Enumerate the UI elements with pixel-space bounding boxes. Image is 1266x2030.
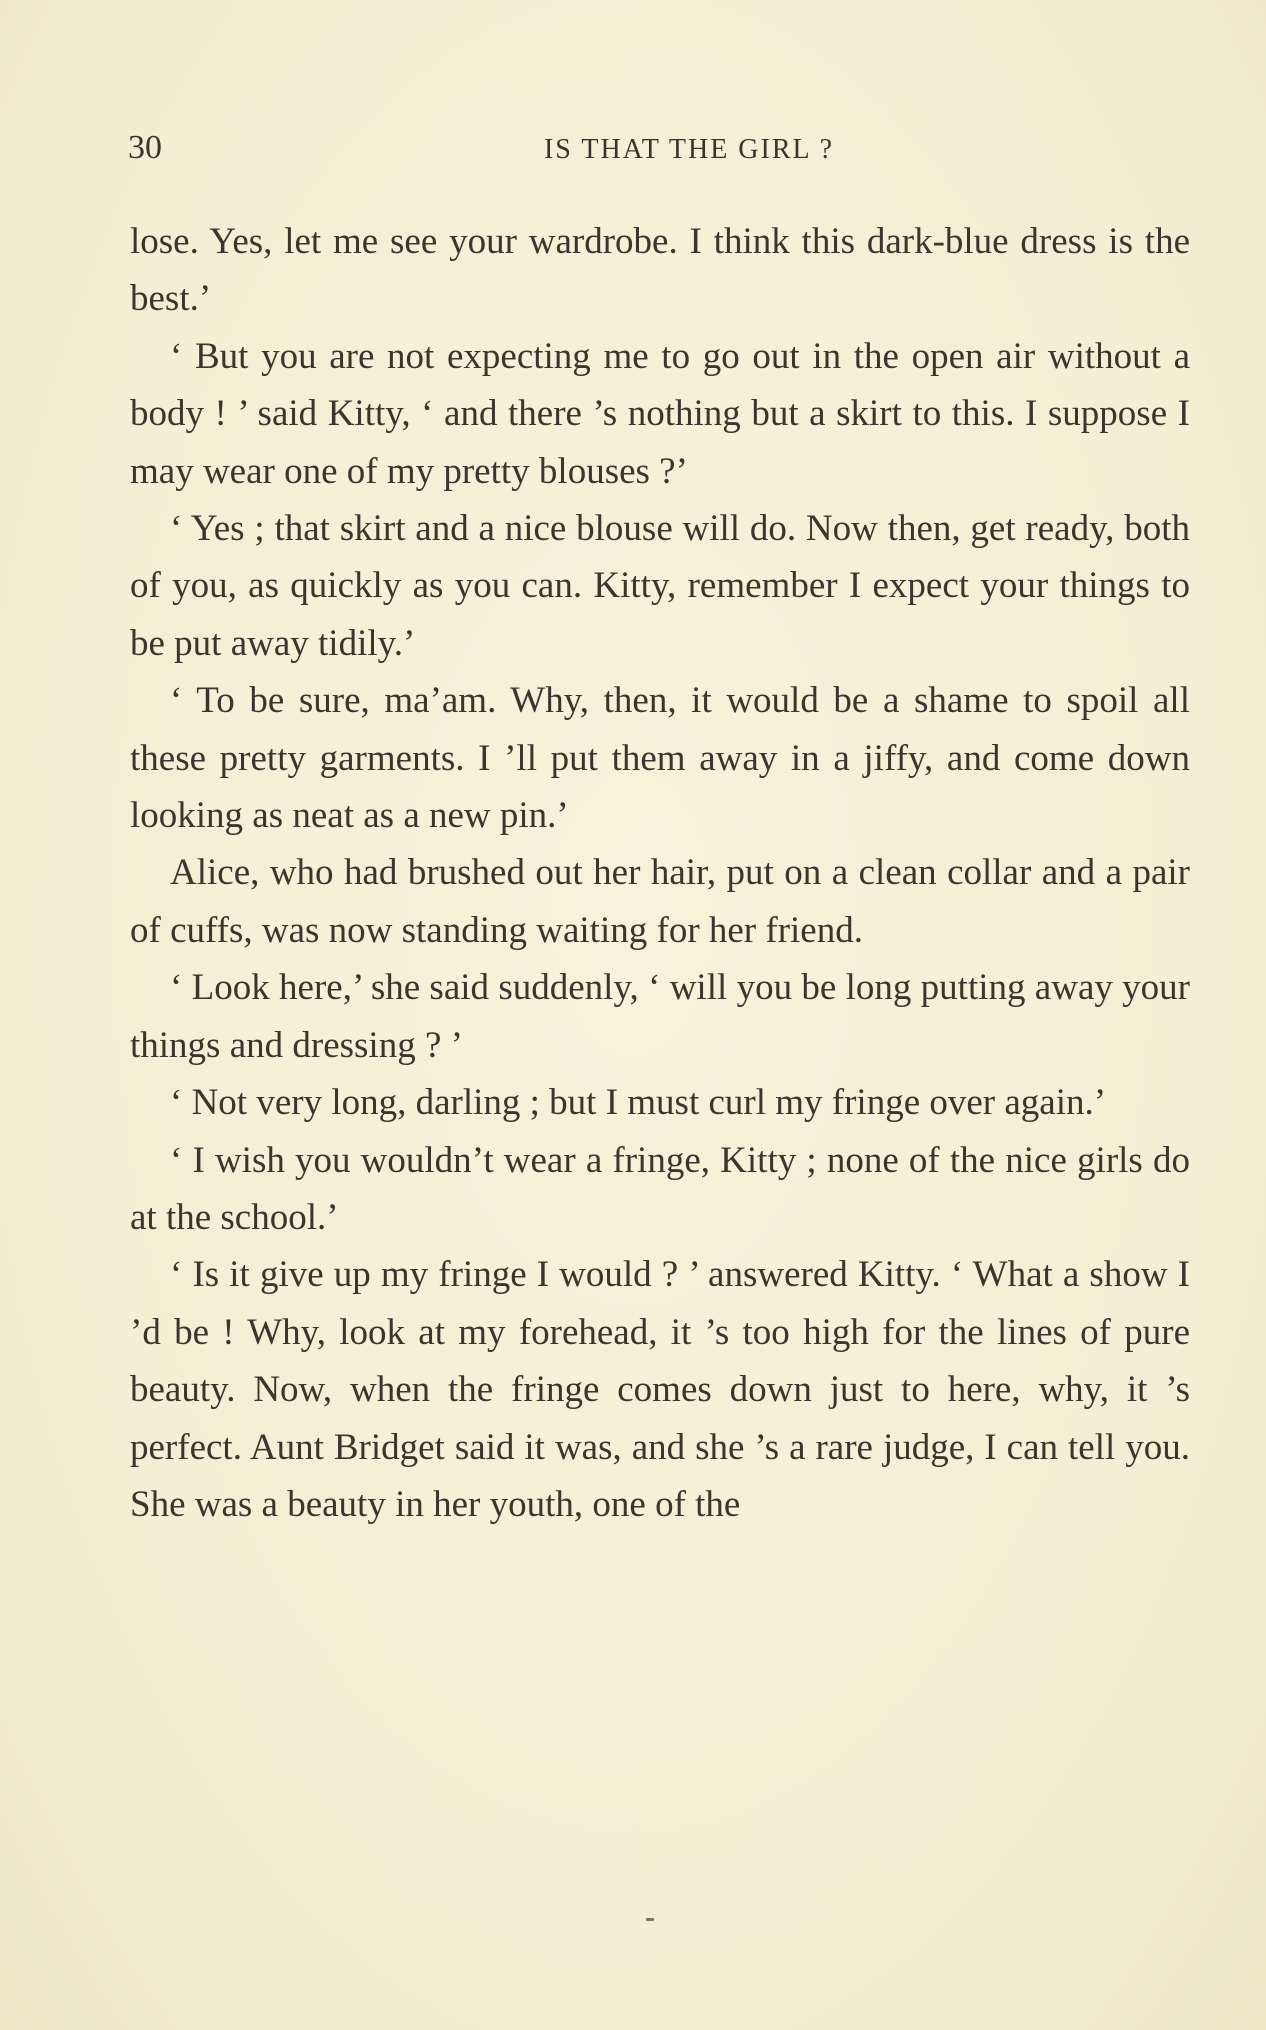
paragraph: ‘ I wish you wouldn’t wear a fringe, Kitty ; none of the nice girls do at the school.’	[130, 1139, 1190, 1238]
paragraph: ‘ To be sure, ma’am. Why, then, it would be a shame to spoil all these pretty garments. I ’ll put them away in a jiffy, and come down looking as neat as a new pin.’	[130, 680, 1190, 837]
page-number: 30	[128, 129, 162, 166]
paragraph: lose. Yes, let me see your wardrobe. I think this dark-blue dress is the best.’	[130, 221, 1190, 320]
page-header	[128, 128, 1190, 178]
body-text	[130, 213, 1190, 1533]
paragraph: ‘ Yes ; that skirt and a nice blouse will do. Now then, get ready, both of you, as quickly as you can. Kitty, remember I expect your things to be put away tidily.’	[130, 508, 1190, 664]
paragraph: ‘ Is it give up my fringe I would ? ’ answered Kitty. ‘ What a show I ’d be ! Why, look at my forehead, it ’s too high for the lines of pure beauty. Now, when the fringe comes down just to here, why, it ’s perfect. Aunt Bridget said it was, and she ’s a rare judge, I can tell you. She was a beauty in her youth, one of the	[130, 1254, 1190, 1525]
paragraph: ‘ Look here,’ she said suddenly, ‘ will you be long putting away your things and dressing ? ’	[130, 967, 1190, 1066]
ink-speck-mark	[646, 1918, 654, 1921]
paragraph: ‘ Not very long, darling ; but I must curl my fringe over again.’	[170, 1082, 1107, 1124]
paragraph: Alice, who had brushed out her hair, put on a clean collar and a pair of cuffs, was now standing waiting for her friend.	[130, 852, 1190, 951]
paragraph: ‘ But you are not expecting me to go out in the open air without a body ! ’ said Kitty, ‘ and there ’s nothing but a skirt to this. I suppose I may wear one of my pretty blouses ?’	[130, 335, 1190, 492]
running-head: IS THAT THE GIRL ?	[543, 134, 835, 165]
